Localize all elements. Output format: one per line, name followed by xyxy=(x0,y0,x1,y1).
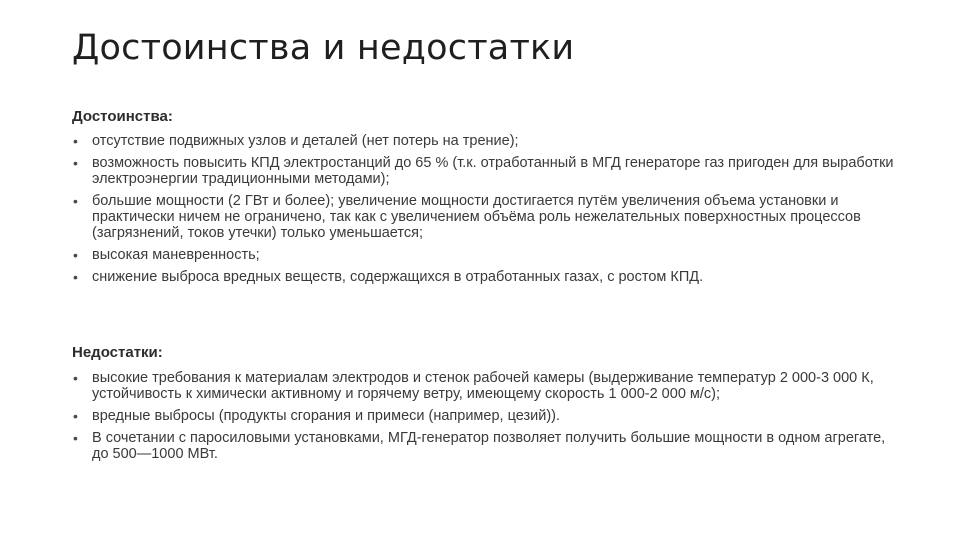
list-item xyxy=(72,247,902,263)
list-item-text: высокая маневренность; xyxy=(92,247,260,263)
bullet-icon: • xyxy=(73,247,78,263)
bullet-icon: • xyxy=(73,430,78,446)
list-item xyxy=(72,269,902,285)
advantages-heading: Достоинства: xyxy=(72,108,173,125)
list-item xyxy=(72,430,902,462)
disadvantages-list xyxy=(72,370,902,468)
list-item-text: снижение выброса вредных веществ, содержащихся в отработанных газах, с ростом КПД. xyxy=(92,269,704,285)
list-item xyxy=(72,408,902,424)
bullet-icon: • xyxy=(73,193,78,209)
list-item xyxy=(72,133,902,149)
list-item-text: В сочетании с паросиловыми установками, МГД-генератор позволяет получить большие мощности в одном агрегате, до 500—1000 МВт. xyxy=(92,430,886,462)
list-item xyxy=(72,370,902,402)
list-item-text: большие мощности (2 ГВт и более); увеличение мощности достигается путём увеличения объема установки и практически ничем не ограничено, так как с увеличением объёма роль нежелательных поверхностных процессов (загрязнений, токов утечки) только уменьшается; xyxy=(92,193,861,241)
disadvantages-heading: Недостатки: xyxy=(72,344,163,361)
bullet-icon: • xyxy=(73,370,78,386)
list-item-text: возможность повысить КПД электростанций до 65 % (т.к. отработанный в МГД генераторе газ пригоден для выработки электроэнергии традиционными методами); xyxy=(92,155,894,187)
slide-title: Достоинства и недостатки xyxy=(72,28,575,68)
bullet-icon: • xyxy=(73,408,78,424)
advantages-list xyxy=(72,133,902,291)
bullet-icon: • xyxy=(73,155,78,171)
list-item-text: отсутствие подвижных узлов и деталей (нет потерь на трение); xyxy=(92,133,519,149)
list-item-text: высокие требования к материалам электродов и стенок рабочей камеры (выдерживание температур 2 000-3 000 К, устойчивость к химически активному и горячему ветру, имеющему скорость 1 000-2 000 м/с); xyxy=(92,370,874,402)
list-item xyxy=(72,155,902,187)
bullet-icon: • xyxy=(73,133,78,149)
list-item-text: вредные выбросы (продукты сгорания и примеси (например, цезий)). xyxy=(92,408,561,424)
bullet-icon: • xyxy=(73,269,78,285)
list-item xyxy=(72,193,902,241)
